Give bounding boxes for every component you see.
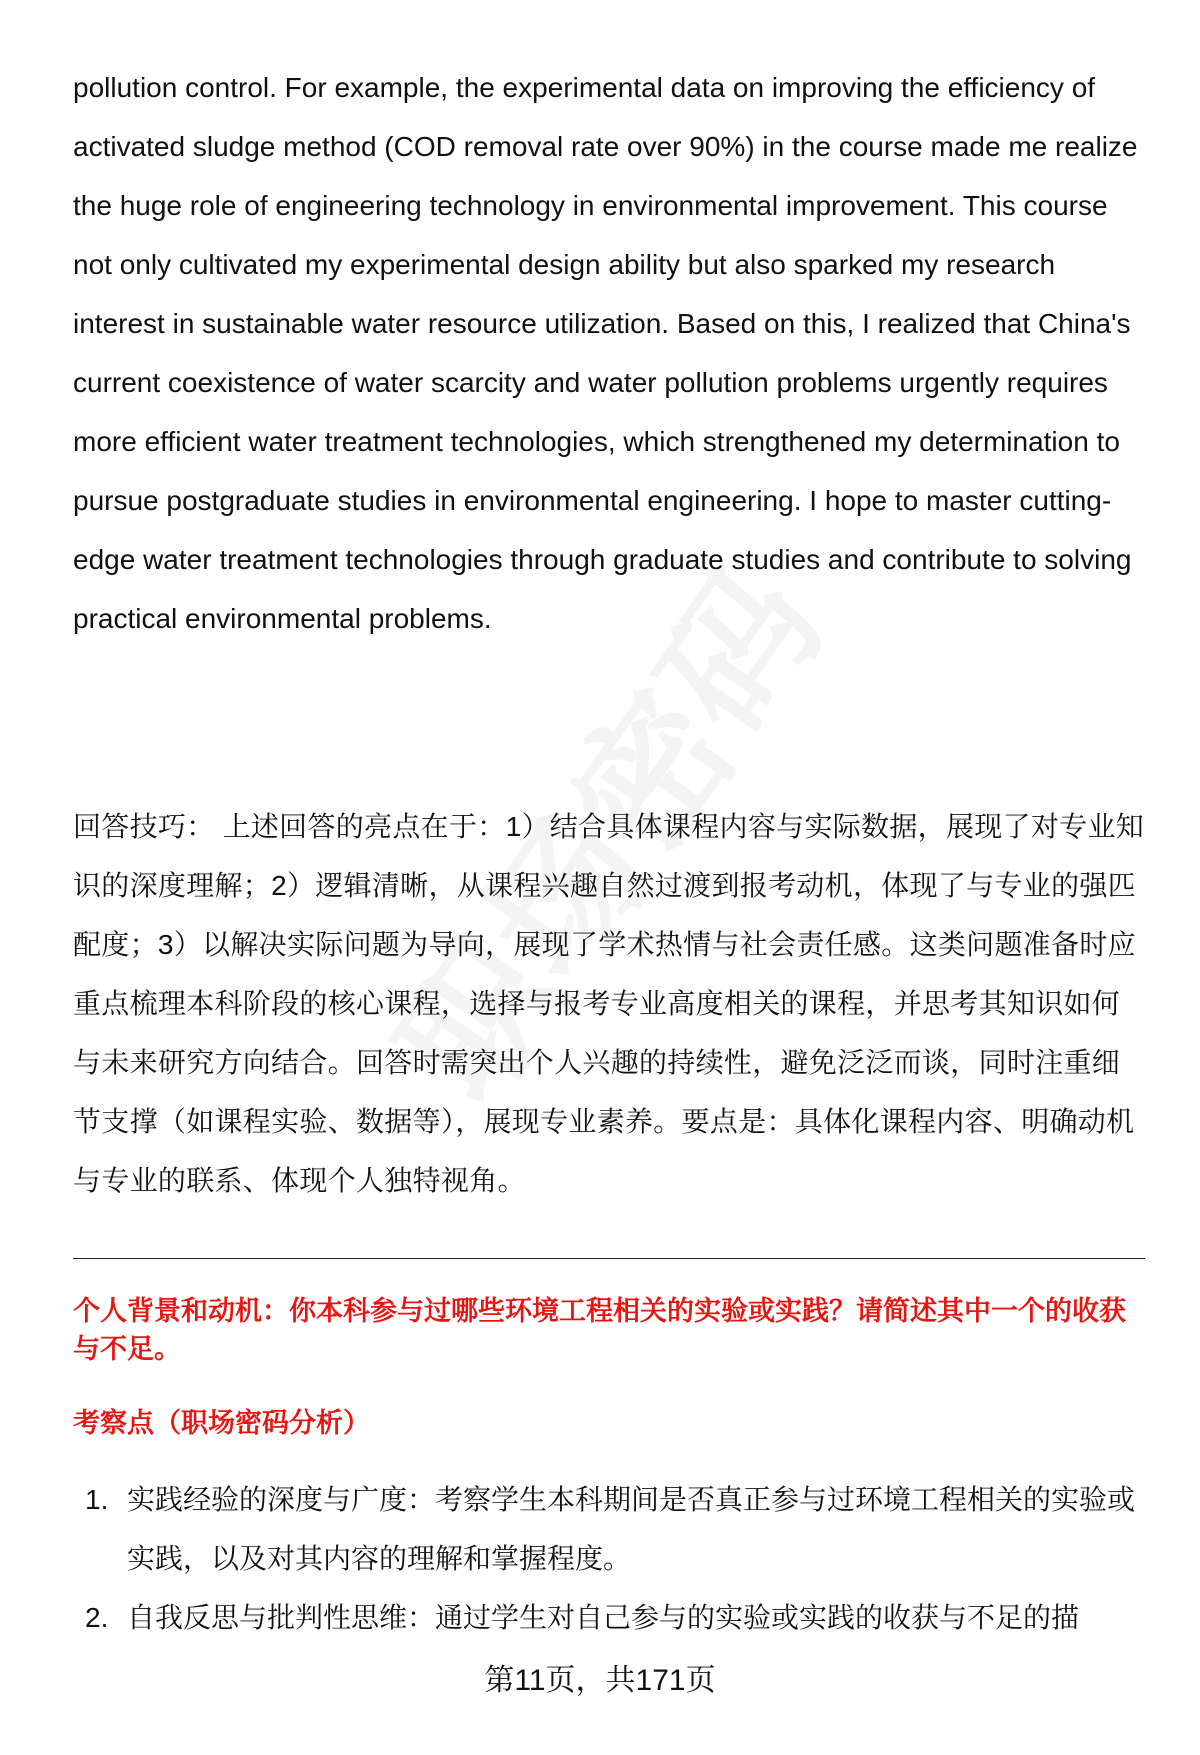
answer-paragraph-english: pollution control. For example, the experimental data on improving the efficiency of activated sludge method (COD removal rate over 90%) in the course made me realize the huge role of engineering technology in environmental improvement. This course not only cultivated my experimental design ability but also sparked my research interest in sustainable water resource utilization. Based on this, I realized that China's current coexistence of water scarcity and water pollution problems urgently requires more efficient water treatment technologies, which strengthened my determination to pursue postgraduate studies in environmental engineering. I hope to master cutting-edge water treatment technologies through graduate studies and contribute to solving practical environmental problems. [73, 72, 1138, 634]
question-heading: 个人背景和动机：你本科参与过哪些环境工程相关的实验或实践？请简述其中一个的收获与不足。 [73, 1296, 1126, 1364]
answer-tips-paragraph: 回答技巧： 上述回答的亮点在于：1）结合具体课程内容与实际数据，展现了对专业知识的深度理解；2）逻辑清晰，从课程兴趣自然过渡到报考动机，体现了与专业的强匹配度；3）以解决实际问题为导向，展现了学术热情与社会责任感。这类问题准备时应重点梳理本科阶段的核心课程，选择与报考专业高度相关的课程，并思考其知识如何与未来研究方向结合。回答时需突出个人兴趣的持续性，避免泛泛而谈，同时注重细节支撑（如课程实验、数据等），展现专业素养。要点是：具体化课程内容、明确动机与专业的联系、体现个人独特视角。 [73, 811, 1145, 1196]
page-footer: 第11页，共171页 [484, 1664, 716, 1697]
list-item [73, 1588, 1148, 1647]
list-item [73, 1470, 1148, 1588]
points-list [73, 1470, 1148, 1647]
list-item-text: 自我反思与批判性思维：通过学生对自己参与的实验或实践的收获与不足的描 [127, 1602, 1080, 1633]
list-number: 1. [85, 1484, 109, 1515]
list-number: 2. [85, 1602, 109, 1633]
list-item-text: 实践经验的深度与广度：考察学生本科期间是否真正参与过环境工程相关的实验或实践，以及对其内容的理解和掌握程度。 [127, 1484, 1136, 1574]
section-divider [73, 1258, 1145, 1259]
section-title: 考察点（职场密码分析） [73, 1408, 370, 1438]
